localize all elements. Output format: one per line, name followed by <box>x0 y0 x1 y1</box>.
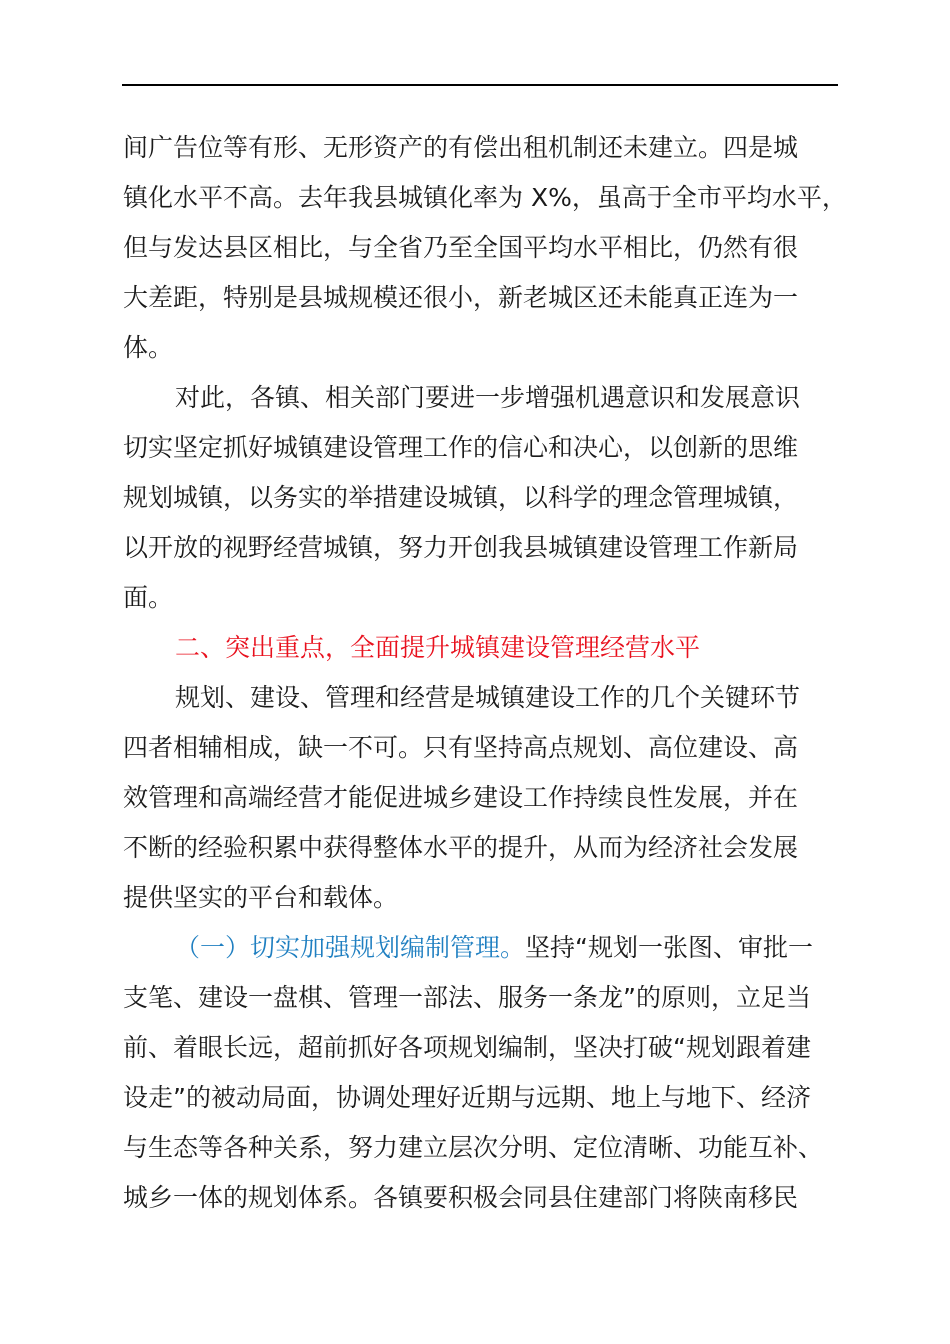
text-line: 城乡一体的规划体系。各镇要积极会同县住建部门将陕南移民 <box>123 1183 799 1212</box>
text-line: 体。 <box>123 333 174 362</box>
text-line: 前、着眼长远，超前抓好各项规划编制，坚决打破“规划跟着建 <box>123 1033 811 1062</box>
paragraph-1 <box>123 123 847 373</box>
text-line: 镇化水平不高。去年我县城镇化率为 X%，虽高于全市平均水平， <box>123 183 847 212</box>
text-line: 对此，各镇、相关部门要进一步增强机遇意识和发展意识 <box>175 383 801 412</box>
subsection-heading: （一）切实加强规划编制管理。 <box>175 933 526 962</box>
text-line <box>123 923 843 973</box>
text-line: 支笔、建设一盘棋、管理一部法、服务一条龙”的原则，立足当 <box>123 983 811 1012</box>
paragraph-3 <box>123 673 843 923</box>
text-line: 以开放的视野经营城镇，努力开创我县城镇建设管理工作新局 <box>123 533 799 562</box>
text-line: 但与发达县区相比，与全省乃至全国平均水平相比，仍然有很 <box>123 233 799 262</box>
text-line: 提供坚实的平台和载体。 <box>123 883 399 912</box>
text-line: 大差距，特别是县城规模还很小，新老城区还未能真正连为一 <box>123 283 799 312</box>
text-line: 面。 <box>123 583 174 612</box>
header-rule <box>122 84 838 86</box>
text-line: 不断的经验积累中获得整体水平的提升，从而为经济社会发展 <box>123 833 799 862</box>
paragraph-2 <box>123 373 843 623</box>
text-line: 四者相辅相成，缺一不可。只有坚持高点规划、高位建设、高 <box>123 733 799 762</box>
text-line: 效管理和高端经营才能促进城乡建设工作持续良性发展，并在 <box>123 783 799 812</box>
text-line: 间广告位等有形、无形资产的有偿出租机制还未建立。四是城 <box>123 133 799 162</box>
text-line: 规划、建设、管理和经营是城镇建设工作的几个关键环节 <box>175 683 801 712</box>
text-line: 与生态等各种关系，努力建立层次分明、定位清晰、功能互补、 <box>123 1133 824 1162</box>
text-line: 规划城镇，以务实的举措建设城镇，以科学的理念管理城镇， <box>123 483 799 512</box>
section-heading-text: 二、突出重点，全面提升城镇建设管理经营水平 <box>175 633 701 662</box>
text-run: 坚持“规划一张图、审批一 <box>525 933 813 962</box>
document-body <box>123 123 847 1223</box>
text-line: 切实坚定抓好城镇建设管理工作的信心和决心，以创新的思维 <box>123 433 799 462</box>
section-heading <box>123 623 843 673</box>
text-line: 设走”的被动局面，协调处理好近期与远期、地上与地下、经济 <box>123 1083 811 1112</box>
paragraph-4 <box>123 923 843 1223</box>
